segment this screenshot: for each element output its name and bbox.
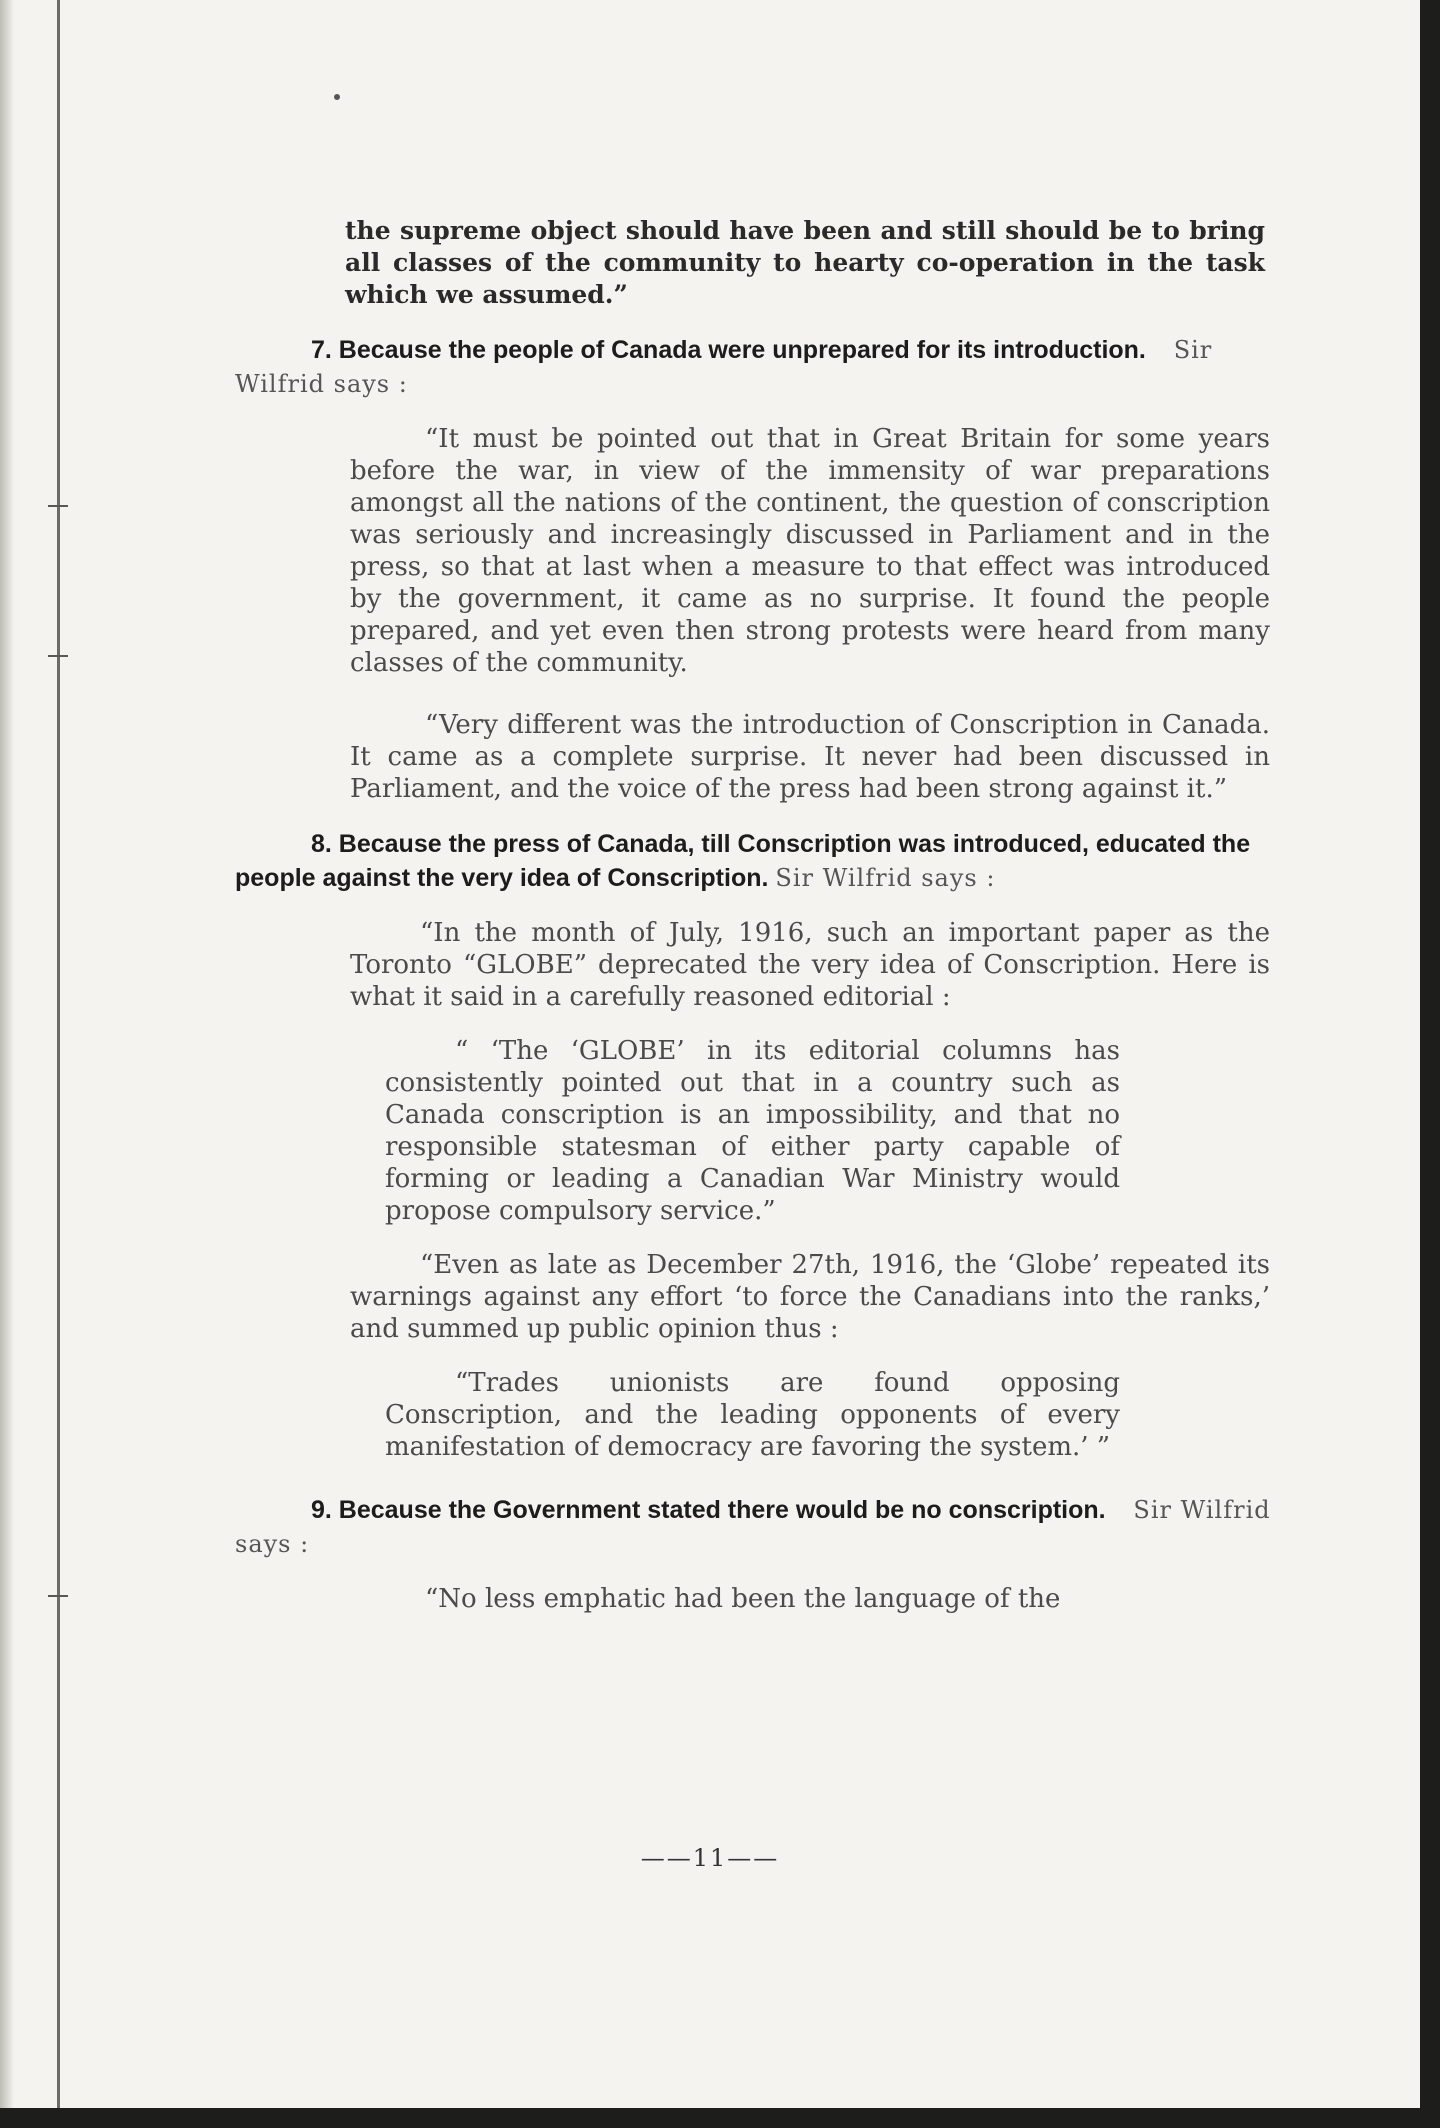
- section-8-title: 8. Because the press of Canada, till Conscription was introduced, educated the people against the very idea of Conscription.: [235, 830, 1251, 892]
- section-8-quote-3: “Even as late as December 27th, 1916, the ‘Globe’ repeated its warnings against any effort ‘to force the Canadians into the ranks,’ and summed up public opinion thus :: [350, 1250, 1270, 1344]
- section-9-attribution: Sir Wilfrid says :: [235, 1496, 1271, 1558]
- page-number: ——11——: [640, 1844, 780, 1872]
- ink-speck: [334, 94, 340, 100]
- section-7-attribution: Sir Wilfrid says :: [235, 336, 1213, 398]
- binding-mark: [48, 1595, 68, 1597]
- section-8-attribution: Sir Wilfrid says :: [775, 864, 996, 892]
- section-9-heading: [235, 1493, 1285, 1561]
- section-7-quote-2: “Very different was the introduction of Conscription in Canada. It came as a complete surprise. It never had been discussed in Parliament, and the voice of the press had been strong against it.”: [350, 710, 1270, 804]
- section-8-quote-4: “Trades unionists are found opposing Conscription, and the leading opponents of every manifestation of democracy are favoring the system.’ ”: [385, 1368, 1120, 1462]
- section-8-heading: [235, 827, 1285, 895]
- binding-mark: [48, 505, 68, 507]
- binding-line: [57, 0, 60, 2108]
- section-9-title: 9. Because the Government stated there would be no conscription.: [311, 1496, 1106, 1524]
- section-7-quote-1: “It must be pointed out that in Great Britain for some years before the war, in view of the immensity of war preparations amongst all the nations of the continent, the question of conscription was seriously and increasingly discussed in Parliament and in the press, so that at last when a measure to that effect was introduced by the government, it came as no surprise. It found the people prepared, and yet even then strong protests were heard from many classes of the community.: [350, 424, 1270, 678]
- section-7-heading: [235, 333, 1285, 401]
- section-7-title: 7. Because the people of Canada were unprepared for its introduction.: [311, 336, 1146, 364]
- section-8-quote-2: “ ‘The ‘GLOBE’ in its editorial columns has consistently pointed out that in a country such as Canada conscription is an impossibility, and that no responsible statesman of either party capable of forming or leading a Canadian War Ministry would propose compulsory service.”: [385, 1036, 1120, 1226]
- carryover-paragraph: the supreme object should have been and still should be to bring all classes of the community to hearty co-operation in the task which we assumed.”: [345, 216, 1265, 309]
- binding-shadow: [0, 0, 14, 2108]
- section-8-quote-1: “In the month of July, 1916, such an important paper as the Toronto “GLOBE” deprecated the very idea of Conscription. Here is what it said in a carefully reasoned editorial :: [350, 918, 1270, 1012]
- binding-mark: [48, 655, 68, 657]
- page-content: [235, 215, 1285, 1615]
- section-9-quote-1: “No less emphatic had been the language of the: [425, 1584, 1061, 1614]
